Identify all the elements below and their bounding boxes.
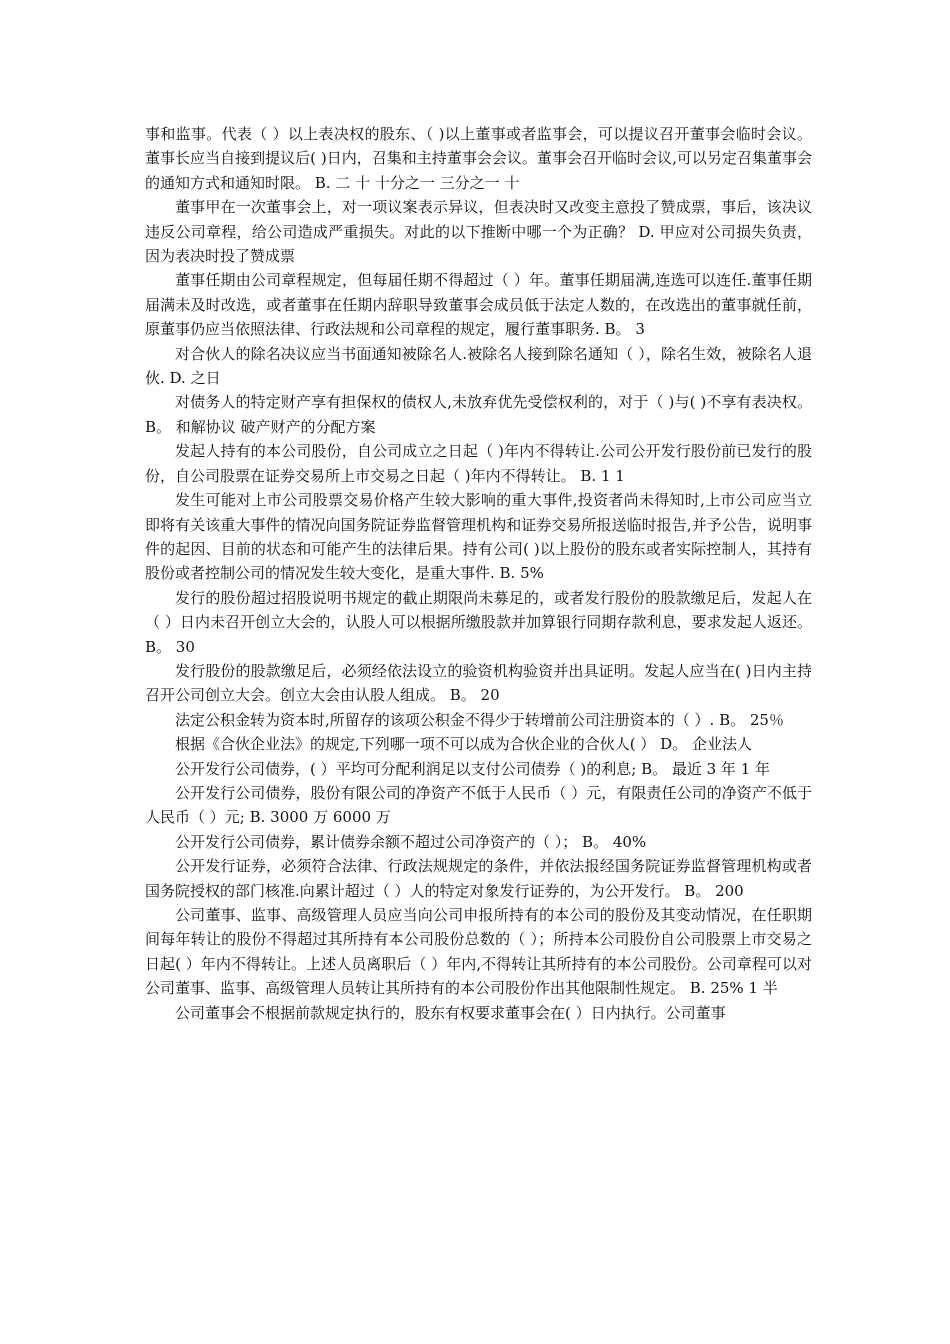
paragraph: 根据《合伙企业法》的规定,下列哪一项不可以成为合伙企业的合伙人( ） D。 企业法人: [175, 735, 752, 754]
paragraph: 发起人持有的本公司股份，自公司成立之日起（ )年内不得转让.公司公开发行股份前已发行的股份，自公司股票在证券交易所上市交易之日起（ )年内不得转让。 B. 1 1: [145, 442, 812, 485]
paragraph: 发行股份的股款缴足后，必须经依法设立的验资机构验资并出具证明。发起人应当在( )日内主持召开公司创立大会。创立大会由认股人组成。 B。 20: [145, 661, 812, 705]
paragraph: 董事任期由公司章程规定，但每届任期不得超过（ ）年。董事任期届满,连选可以连任.董事任期届满未及时改选，或者董事在任期内辞职导致董事会成员低于法定人数的，在改选出的董事就任前，原董事仍应当依照法律、行政法规和公司章程的规定，履行董事职务. B。 3: [145, 271, 812, 339]
paragraph: 公开发行公司债券，累计债券余额不超过公司净资产的（ ）； B。 40%: [175, 832, 647, 851]
paragraph: 对债务人的特定财产享有担保权的债权人,未放弃优先受偿权利的，对于（ )与( )不享有表决权。 B。 和解协议 破产财产的分配方案: [145, 393, 812, 436]
paragraph: 事和监事。代表（ ）以上表决权的股东、（ )以上董事或者监事会，可以提议召开董事会临时会议。董事长应当自接到提议后( )日内，召集和主持董事会会议。董事会召开临时会议,可以另定召集董事会的通知方式和通知时限。 B. 二 十 十分之一 三分之一 十: [145, 125, 812, 192]
paragraph: 公开发行公司债券，( ）平均可分配利润足以支付公司债券（ )的利息; B。 最近 3 年 1 年: [175, 759, 771, 778]
paragraph: 公司董事会不根据前款规定执行的，股东有权要求董事会在( ）日内执行。公司董事: [175, 1003, 726, 1022]
paragraph: 对合伙人的除名决议应当书面通知被除名人.被除名人接到除名通知（ ），除名生效，被除名人退伙. D. 之日: [145, 344, 812, 388]
paragraph: 公开发行公司债券，股份有限公司的净资产不低于人民币（ ）元，有限责任公司的净资产不低于人民币（ ）元; B. 3000 万 6000 万: [145, 783, 812, 827]
paragraph: 董事甲在一次董事会上，对一项议案表示异议，但表决时又改变主意投了赞成票，事后，该决议违反公司章程，给公司造成严重损失。对此的以下推断中哪一个为正确？ D. 甲应对公司损失负责，因为表决时投了赞成票: [145, 198, 812, 266]
document-body: [145, 122, 812, 1025]
paragraph: 公开发行证券，必须符合法律、行政法规规定的条件，并依法报经国务院证券监督管理机构或者国务院授权的部门核准.向累计超过（ ）人的特定对象发行证券的，为公开发行。 B。 200: [145, 857, 812, 900]
paragraph: 法定公积金转为资本时,所留存的该项公积金不得少于转增前公司注册资本的（ ）. B。 25％: [175, 710, 784, 729]
paragraph: 公司董事、监事、高级管理人员应当向公司申报所持有的本公司的股份及其变动情况，在任职期间每年转让的股份不得超过其所持有本公司股份总数的（ ）；所持本公司股份自公司股票上市交易之日起( ）年内不得转让。上述人员离职后（ ）年内,不得转让其所持有的本公司股份。公司章程可以对公司董事、监事、高级管理人员转让其所持有的本公司股份作出其他限制性规定。 B. 25% 1 半: [145, 906, 812, 998]
paragraph: 发生可能对上市公司股票交易价格产生较大影响的重大事件,投资者尚未得知时,上市公司应当立即将有关该重大事件的情况向国务院证券监督管理机构和证券交易所报送临时报告,并予公告，说明事件的起因、目前的状态和可能产生的法律后果。持有公司( )以上股份的股东或者实际控制人，其持有股份或者控制公司的情况发生较大变化，是重大事件. B. 5%: [145, 491, 812, 583]
paragraph: 发行的股份超过招股说明书规定的截止期限尚未募足的，或者发行股份的股款缴足后，发起人在（ ）日内未召开创立大会的，认股人可以根据所缴股款并加算银行同期存款利息，要求发起人返还。 B。 30: [145, 588, 812, 656]
